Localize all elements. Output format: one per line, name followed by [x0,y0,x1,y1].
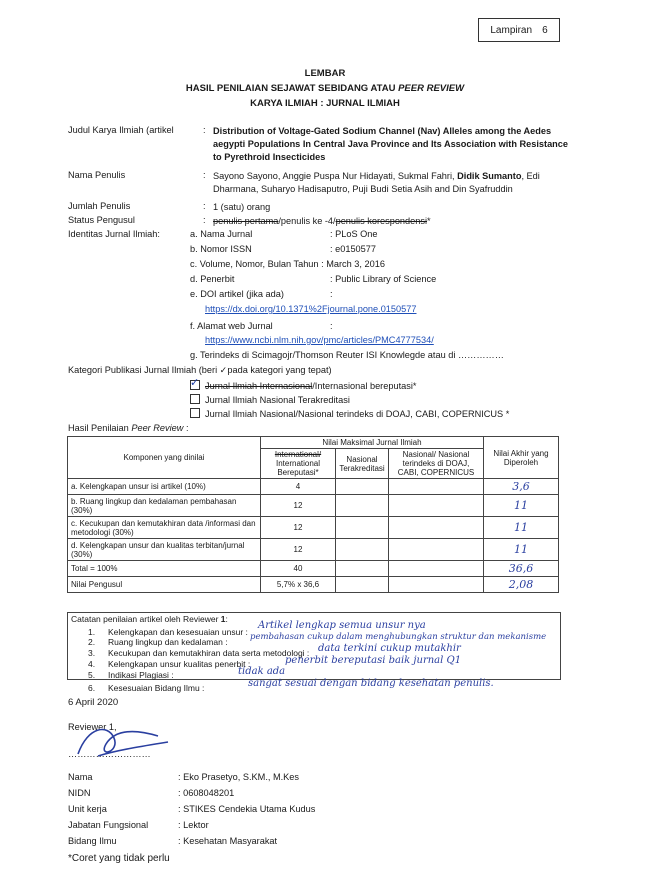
web-link[interactable]: https://www.ncbi.nlm.nih.gov/pmc/articles/PMC4777534/ [205,335,434,345]
web-colon: : [330,321,333,331]
web-label: f. Alamat web Jurnal [190,321,273,331]
penerbit-label: d. Penerbit [190,274,235,284]
catatan-label: Kelengkapan dan kesesuaian unsur : [108,627,248,637]
catatan-hand: sangat sesuai dengan bidang kesehatan penulis. [248,678,494,689]
catatan-hand: penerbit bereputasi baik jurnal Q1 [285,655,462,666]
penulis-colon: : [203,170,206,180]
bidang-value: : Kesehatan Masyarakat [178,836,278,846]
unit-label: Unit kerja [68,804,107,814]
checkbox-checked-icon[interactable] [190,377,200,390]
title-line2: HASIL PENILAIAN SEJAWAT SEBIDANG ATAU PEER REVIEW [185,83,465,94]
nama-jurnal-label: a. Nama Jurnal [190,229,253,239]
jabatan-value: : Lektor [178,820,209,830]
catatan-label: Kecukupan dan kemutakhiran data serta metodologi : [108,648,310,658]
doi-colon: : [330,289,333,299]
nama-value: : Eko Prasetyo, S.KM., M.Kes [178,772,300,782]
volume-label: c. Volume, Nomor, Bulan Tahun : March 3, 2016 [190,259,385,269]
table-row: d. Kelengkapan unsur dan kualitas terbitan/jurnal (30%) 12 11 [68,539,559,561]
nama-label: Nama [68,772,93,782]
table-row: a. Kelengkapan unsur isi artikel (10%) 4 3,6 [68,479,559,495]
status-label: Status Pengusul [68,215,135,225]
reviewer-label: Reviewer 1, [68,722,117,732]
catatan-hand: Artikel lengkap semua unsur nya [258,620,426,631]
header-intl: International/ International Bereputasi* [261,449,336,479]
judul-label: Judul Karya Ilmiah (artikel [68,125,174,135]
checkbox-icon[interactable] [190,408,200,418]
lampiran-number: 6 [542,24,548,36]
kategori-label: Kategori Publikasi Jurnal Ilmiah (beri ✓pada kategori yang tepat) [68,365,332,375]
issn-label: b. Nomor ISSN [190,244,252,254]
title-line1: LEMBAR [304,68,346,79]
catatan-header: Catatan penilaian artikel oleh Reviewer 1: [71,614,228,624]
catatan-label: Kesesuaian Bidang Ilmu : [108,683,205,693]
catatan-hand: pembahasan cukup dalam menghubungkan struktur dan mekanisme [250,632,547,642]
catatan-num: 1. [88,627,96,637]
penulis-label: Nama Penulis [68,170,126,180]
header-komponen: Komponen yang dinilai [68,437,261,479]
jumlah-label: Jumlah Penulis [68,201,131,211]
catatan-num: 5. [88,670,96,680]
table-row: c. Kecukupan dan kemutakhiran data /informasi dan metodologi (30%) 12 11 [68,517,559,539]
jumlah-colon: : [203,201,206,211]
catatan-hand: tidak ada [238,666,286,677]
doi-label: e. DOI artikel (jika ada) [190,289,284,299]
checkbox-icon[interactable] [190,394,200,404]
table-row-total: Total = 100% 40 36,6 [68,561,559,577]
catatan-num: 6. [88,683,96,693]
lampiran-box [478,18,560,42]
penulis-value: Sayono Sayono, Anggie Puspa Nur Hidayati, Sukmal Fahri, Didik Sumanto, Edi Dharmana, Suharyo Hadisaputro, Puji Budi Setia Asih and Din Syafruddin [213,171,540,194]
issn-value: : e0150577 [330,244,376,254]
terindeks-label: g. Terindeks di Scimagojr/Thomson Reuter ISI Knowlegde atau di …………… [190,350,504,360]
table-row-pengusul: Nilai Pengusul 5,7% x 36,6 2,08 [68,577,559,593]
penerbit-value: : Public Library of Science [330,274,437,284]
judul-value: Distribution of Voltage-Gated Sodium Channel (Nav) Alleles among the Aedes aegypti Populations In Central Java Province and Its Association with Resistance to Pyrethroid Insecticides [213,126,569,162]
judul-colon: : [203,125,206,135]
nidn-value: : 0608048201 [178,788,235,798]
jumlah-value: 1 (satu) orang [213,202,271,212]
footnote: *Coret yang tidak perlu [68,853,170,864]
kategori-opt3[interactable]: Jurnal Ilmiah Nasional/Nasional terindeks di DOAJ, CABI, COPERNICUS * [190,408,509,419]
bidang-label: Bidang Ilmu [68,836,117,846]
title-line3: KARYA ILMIAH : JURNAL ILMIAH [250,98,400,109]
status-value: penulis pertama/penulis ke -4/penulis korespondensi* [213,216,431,226]
header-nas-idx: Nasional/ Nasional terindeks di DOAJ, CABI, COPERNICUS [389,449,484,479]
kategori-opt1[interactable]: ✓ Jurnal Ilmiah Internasional/Internasional bereputasi* [190,377,417,391]
nama-jurnal-value: : PLoS One [330,229,378,239]
catatan-hand: data terkini cukup mutakhir [318,643,461,654]
identitas-label: Identitas Jurnal Ilmiah: [68,229,160,239]
jabatan-label: Jabatan Fungsional [68,820,149,830]
hasil-label: Hasil Penilaian Peer Review : [68,423,189,433]
catatan-num: 4. [88,659,96,669]
date: 6 April 2020 [68,697,119,708]
header-akhir: Nilai Akhir yang Diperoleh [484,437,559,479]
catatan-num: 3. [88,648,96,658]
header-nilai-max: Nilai Maksimal Jurnal Ilmiah [261,437,484,449]
catatan-label: Ruang lingkup dan kedalaman : [108,637,228,647]
kategori-opt2[interactable]: Jurnal Ilmiah Nasional Terakreditasi [190,394,350,405]
table-row: b. Ruang lingkup dan kedalaman pembahasan (30%) 12 11 [68,495,559,517]
catatan-label: Kelengkapan unsur kualitas penerbit : [108,659,251,669]
nidn-label: NIDN [68,788,91,798]
unit-value: : STIKES Cendekia Utama Kudus [178,804,316,814]
score-table [67,436,559,593]
header-nas: Nasional Terakreditasi [336,449,389,479]
catatan-label: Indikasi Plagiasi : [108,670,174,680]
doi-link[interactable]: https://dx.doi.org/10.1371%2Fjournal.pone.0150577 [205,304,417,314]
lampiran-label: Lampiran [490,24,533,36]
check-icon: ✓ [190,377,200,389]
catatan-num: 2. [88,637,96,647]
signature-line: ……………………… [68,749,151,759]
status-colon: : [203,215,206,225]
